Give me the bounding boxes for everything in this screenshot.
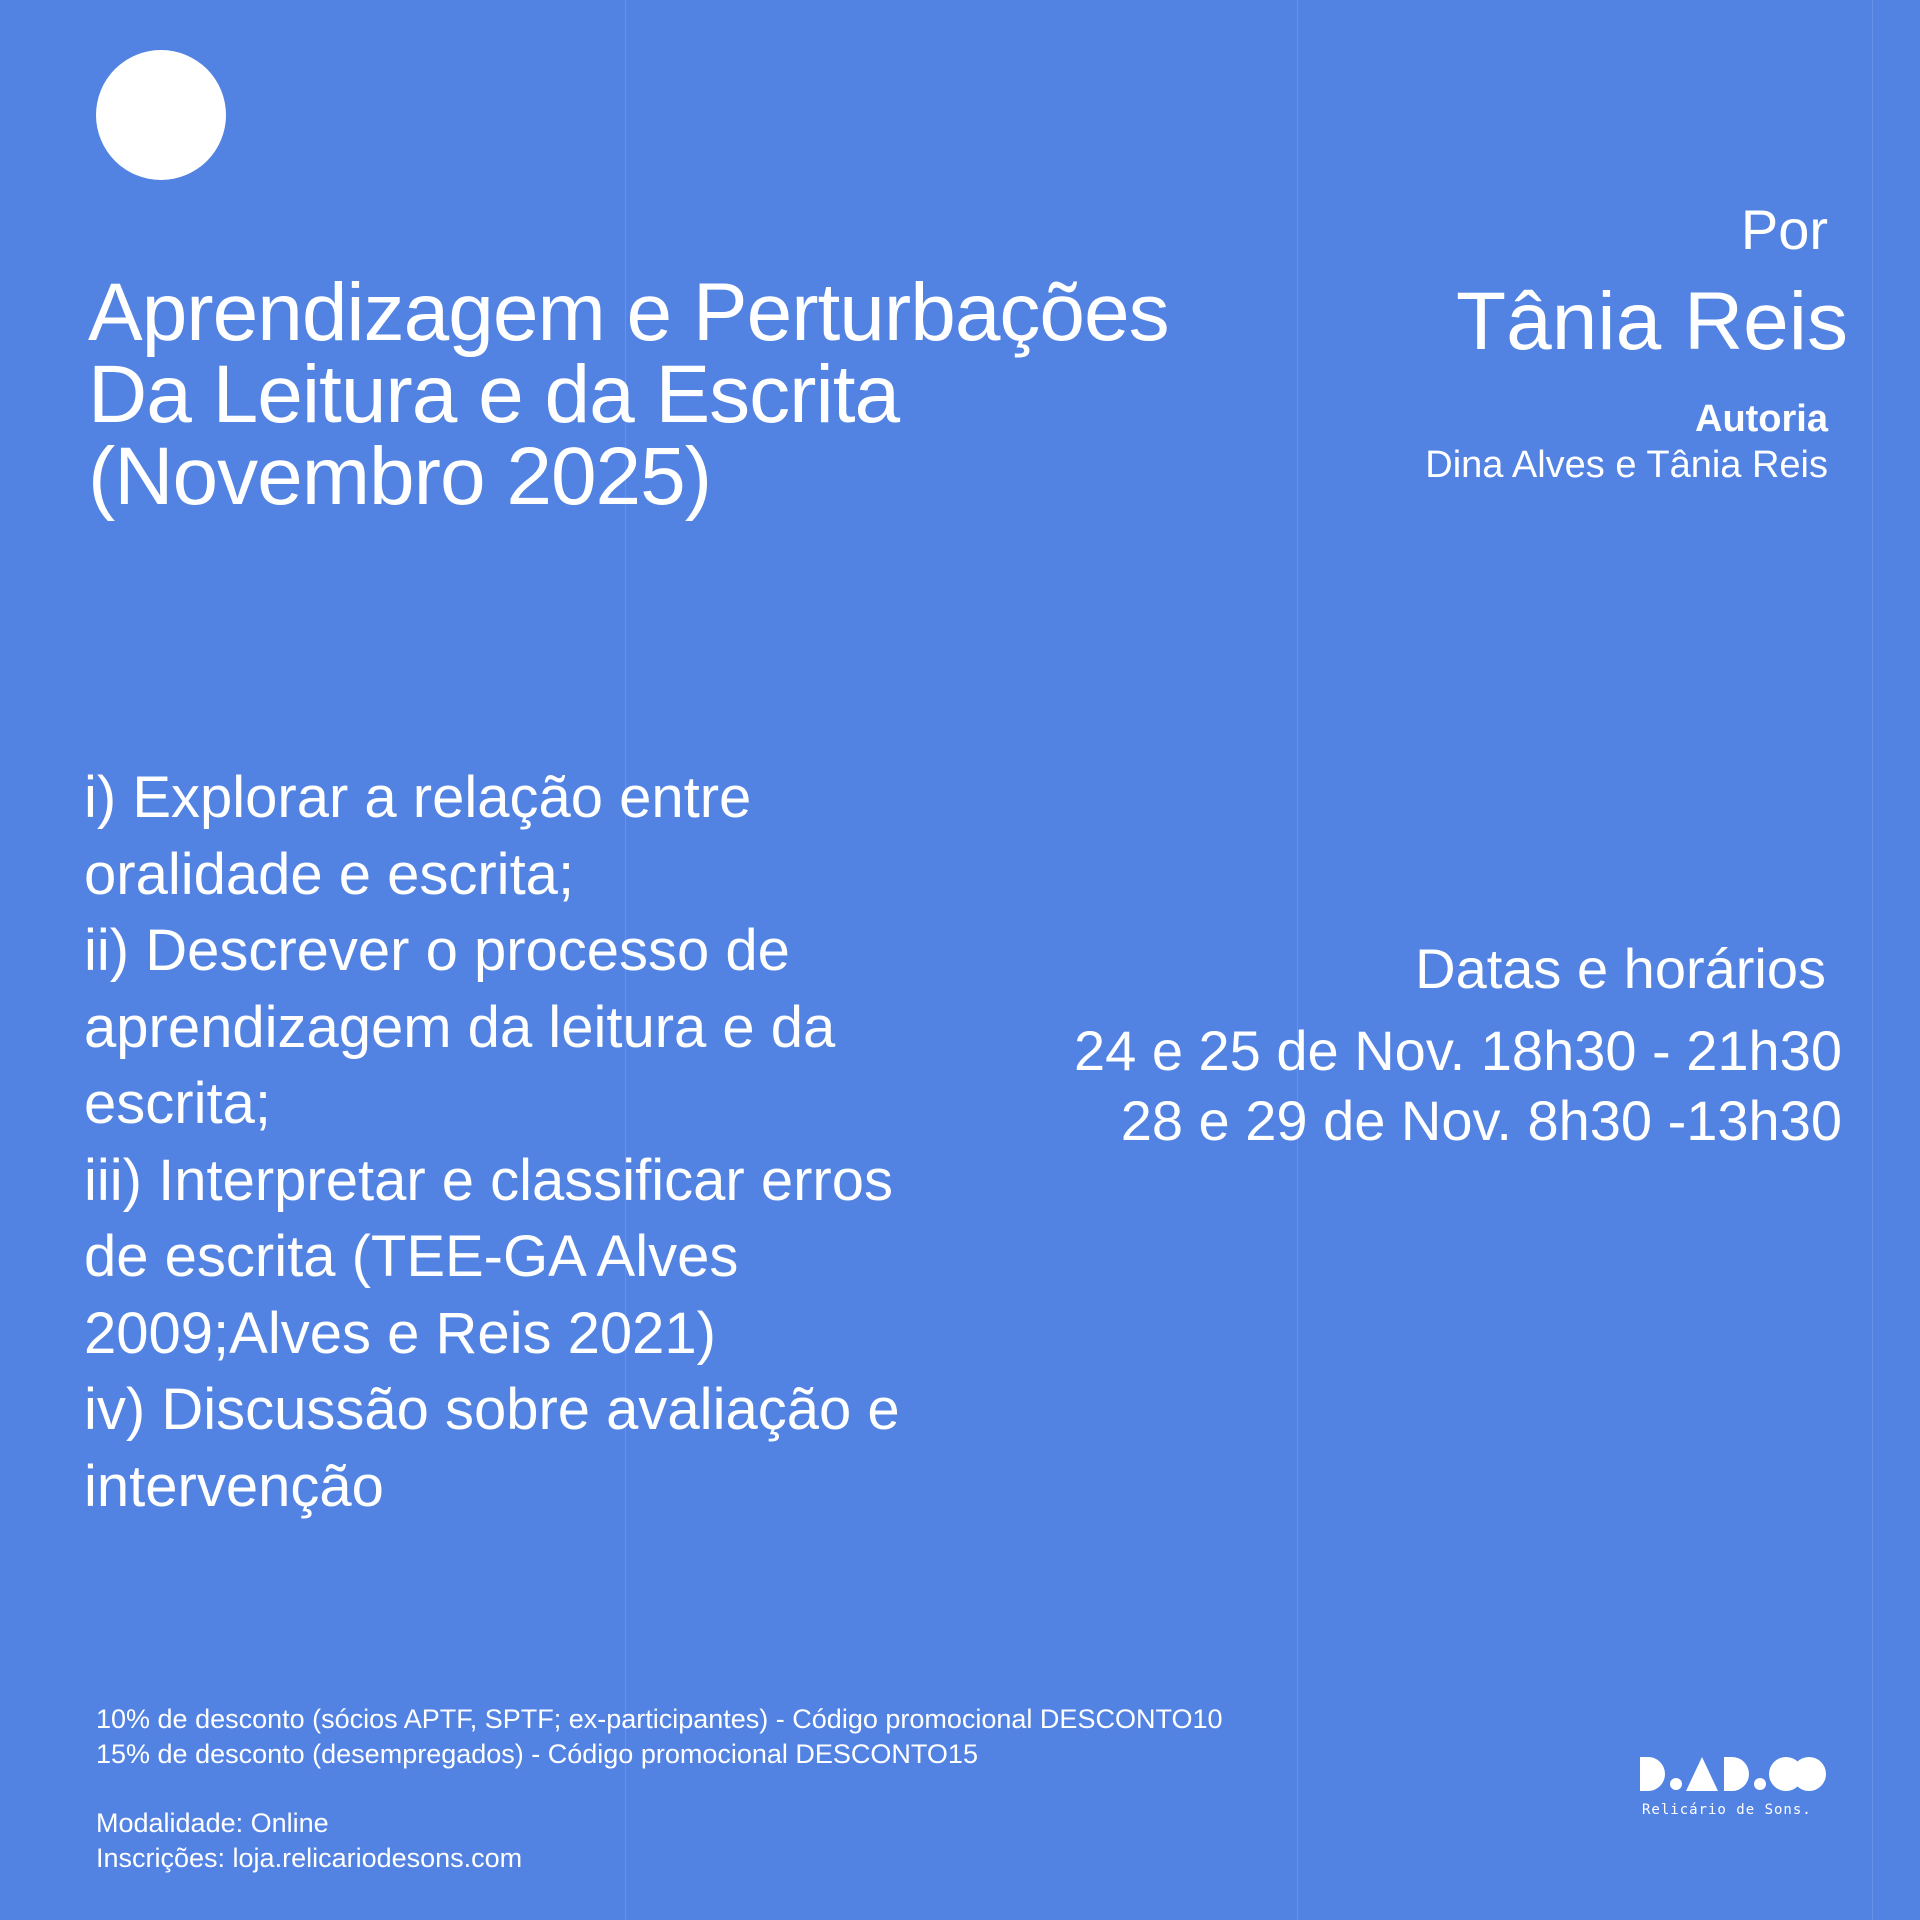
objective-line: escrita; [84,1071,271,1136]
modality-text: Modalidade: Online [96,1808,329,1838]
authorship-names: Dina Alves e Tânia Reis [1425,444,1828,486]
schedule-list [1074,1016,1842,1156]
objective-line: iii) Interpretar e classificar erros [84,1147,893,1213]
objective-line: oralidade e escrita; [84,841,575,907]
schedule-line: 28 e 29 de Nov. 8h30 -13h30 [1120,1089,1842,1152]
discount-line: 15% de desconto (desempregados) - Código promocional DESCONTO15 [96,1739,978,1769]
objective-line: iv) Discussão sobre avaliação e [84,1377,900,1442]
relicario-logo [1638,1754,1828,1818]
event-info [96,1806,522,1876]
author-name: Tânia Reis [1456,276,1848,367]
page-title [88,267,1169,522]
registration-text: Inscrições: loja.relicariodesons.com [96,1843,523,1873]
guide-line-right [1872,0,1873,1920]
objective-line: aprendizagem da leitura e da [84,994,836,1060]
objective-line: intervenção [84,1453,384,1519]
author-prefix-block [1741,200,1828,260]
circle-icon [96,50,226,180]
discounts-list [96,1702,1223,1772]
objectives-list [84,760,984,1525]
objective-line: ii) Descrever o processo de [84,918,790,983]
schedule-title: Datas e horários [1415,937,1826,1000]
objective-line: i) Explorar a relação entre [84,765,752,830]
title-line: Da Leitura e da Escrita [88,349,900,440]
objective-line: de escrita (TEE-GA Alves [84,1224,739,1289]
author-prefix: Por [1740,198,1828,261]
logo-subtitle: Relicário de Sons. [1642,1802,1812,1818]
discount-line: 10% de desconto (sócios APTF, SPTF; ex-participantes) - Código promocional DESCONTO10 [96,1704,1223,1734]
title-line: Aprendizagem e Perturbações [88,267,1169,358]
objective-line: 2009;Alves e Reis 2021) [84,1300,716,1366]
authorship-label: Autoria [1695,398,1828,440]
guide-line-middle [1297,0,1298,1920]
title-line: (Novembro 2025) [88,431,712,522]
logo-mark-icon [1638,1754,1828,1794]
schedule-line: 24 e 25 de Nov. 18h30 - 21h30 [1073,1019,1842,1082]
